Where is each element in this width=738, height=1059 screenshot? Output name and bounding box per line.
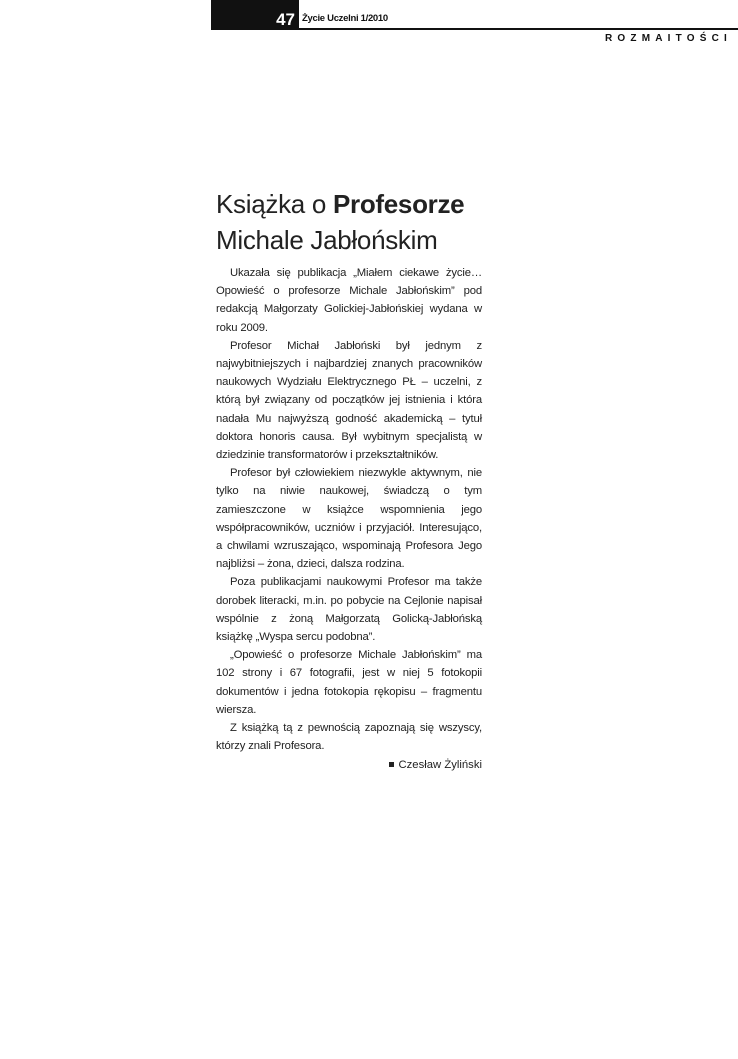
page-number: 47 (276, 10, 295, 29)
header-rule (299, 28, 738, 30)
article-paragraph: „Opowieść o profesorze Michale Jabłońskim” ma 102 strony i 67 fotografii, jest w niej 5 fotokopii dokumentów i jedna fotokopia rękopisu – fragmentu wiersza. (216, 649, 482, 716)
section-label: ROZMAITOŚCI (604, 33, 732, 44)
square-bullet-icon (389, 762, 394, 767)
journal-name: Życie Uczelni 1/2010 (302, 13, 388, 24)
title-bold: Profesorze (332, 189, 465, 219)
page-number-block (211, 0, 299, 30)
title-line2: Michale Jabłońskim (216, 225, 438, 255)
article-body (216, 264, 482, 775)
page-header (211, 0, 738, 44)
article-paragraph: Profesor Michał Jabłoński był jednym z najwybitniejszych i najbardziej znanych pracowników naukowych Wydziału Elektrycznego PŁ – uczelni, z którą był związany od początków jej istnienia i która nadała Mu najwyższą godność akademicką – tytuł doktora honoris causa. Był wybitnym specjalistą w dziedzinie transformatorów i przekształtników. (216, 339, 482, 462)
author-name: Czesław Żyliński (398, 759, 482, 772)
article-paragraph: Z książką tą z pewnością zapoznają się wszyscy, którzy znali Profesora. (216, 722, 482, 753)
article-paragraph: Profesor był człowiekiem niezwykle aktywnym, nie tylko na niwie naukowej, świadczą o tym zamieszczone w książce wspomnienia jego współpracowników, uczniów i przyjaciół. Interesująco, a chwilami wzruszająco, wspominają Profesora Jego najbliżsi – żona, dzieci, dalsza rodzina. (216, 467, 482, 571)
author-signature (216, 756, 482, 774)
article-paragraph: Ukazała się publikacja „Miałem ciekawe życie… Opowieść o profesorze Michale Jabłońskim” pod redakcją Małgorzaty Golickiej-Jabłońskiej wydana w roku 2009. (216, 267, 482, 334)
title-part1: Książka o (216, 189, 333, 219)
article-title (216, 186, 496, 258)
article-paragraph: Poza publikacjami naukowymi Profesor ma także dorobek literacki, m.in. po pobycie na Cejlonie napisał wspólnie z żoną Małgorzatą Golicką-Jabłońską książkę „Wyspa sercu podobna”. (216, 576, 482, 644)
